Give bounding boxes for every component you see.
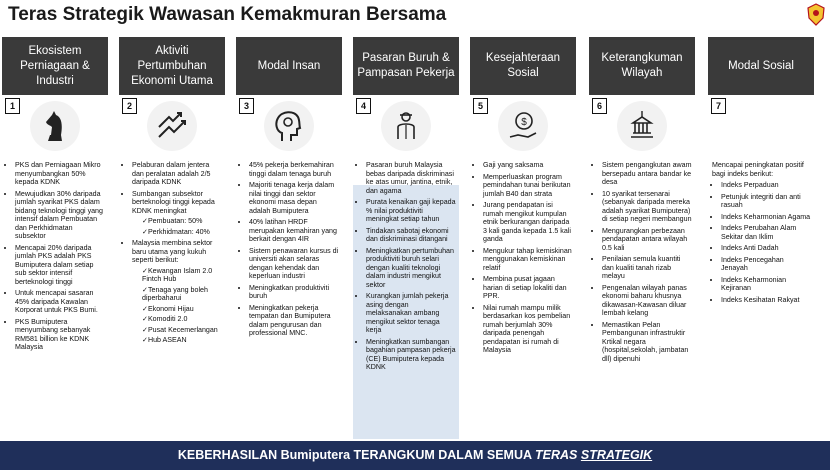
bullet-item [602, 321, 692, 364]
bullet-item [602, 161, 692, 187]
pillar-number: 4 [356, 98, 371, 114]
pillar-body [6, 161, 105, 355]
footer-teras: TERAS [535, 448, 578, 462]
bullet-item [483, 275, 573, 301]
bullet-text: Petunjuk integriti dan anti rasuah [721, 192, 801, 209]
bullet-item [249, 247, 339, 281]
bullet-list [593, 161, 692, 363]
sub-item: ✓ Kewangan Islam 2.0 Fintch Hub [142, 267, 222, 284]
bullet-item [483, 304, 573, 355]
bullet-item [366, 198, 456, 224]
pillar-heading: Kesejahteraan Sosial [470, 37, 576, 95]
bullet-item [366, 161, 456, 195]
bullet-text: Indeks Keharmonian Kejiranan [721, 275, 787, 292]
worker-icon [381, 101, 431, 151]
pillar-body [123, 161, 222, 348]
pillar-body [712, 161, 811, 307]
pillar-body [240, 161, 339, 341]
bullet-text: Indeks Kesihatan Rakyat [721, 295, 800, 304]
bullet-text: Meningkatkan pekerja tempatan dan Bumiputera dalam pengurusan dan professional MNC. [249, 303, 331, 337]
growth-arrows-icon [147, 101, 197, 151]
pillar-heading: Pasaran Buruh & Pampasan Pekerja [353, 37, 459, 95]
bullet-text: Mengurangkan perbezaan pendapatan antara wilayah 0.5 kali [602, 226, 688, 252]
bullet-item [721, 181, 811, 190]
bullet-item [249, 181, 339, 215]
bullet-item [366, 247, 456, 290]
sub-item: ✓ Perkhidmatan: 40% [142, 228, 222, 237]
bullet-item [483, 201, 573, 244]
bullet-item [132, 161, 222, 187]
parliament-icon [617, 101, 667, 151]
sub-item: ✓ Hub ASEAN [142, 336, 222, 345]
bullet-text: Pengenalan wilayah panas ekonomi baharu khusnya dikawasan-Kawasan diluar lembah kelang [602, 283, 687, 317]
bullet-text: PKS Bumiputera menyumbang sebanyak RM581 billion ke KDNK Malaysia [15, 317, 91, 351]
sub-list [132, 217, 222, 236]
bullet-list [712, 181, 811, 304]
bullet-item [249, 284, 339, 301]
bullet-item [132, 190, 222, 237]
bullet-text: Pelaburan dalam jentera dan peralatan adalah 2/5 daripada KDNK [132, 161, 211, 186]
bullet-item [15, 190, 105, 241]
pillar-column-5 [470, 37, 576, 439]
page-title: Teras Strategik Wawasan Kemakmuran Bersama [8, 4, 447, 25]
pillar-column-7 [708, 37, 814, 439]
bullet-item [366, 227, 456, 244]
bullet-text: Indeks Pencegahan Jenayah [721, 255, 784, 272]
bullet-text: Purata kenaikan gaji kepada % nilai produktiviti meningkat setiap tahun [366, 198, 456, 223]
bullet-item [15, 161, 105, 187]
bullet-text: Tindakan sabotaj ekonomi dan diskriminasi ditangani [366, 226, 449, 243]
bullet-text: Mencapai 20% daripada jumlah PKS adalah PKS Bumiputera dalam setiap sub sektor intensif berteknologi tinggi [15, 243, 94, 286]
footer-strategik: STRATEGIK [580, 448, 653, 462]
bullet-item [249, 304, 339, 338]
bullet-item [721, 193, 811, 210]
footer-text: KEBERHASILAN Bumiputera TERANGKUM DALAM SEMUA [177, 448, 536, 462]
bullet-item [483, 247, 573, 273]
bullet-text: 40% latihan HRDF merupakan kemahiran yang berkait dengan 4IR [249, 218, 337, 243]
sub-item: ✓ Pembuatan: 50% [142, 217, 222, 226]
bullet-item [249, 218, 339, 244]
bullet-text: Untuk mencapai sasaran 45% daripada Kawalan Korporat untuk PKS Bumi. [15, 289, 98, 314]
svg-text:$: $ [521, 117, 527, 128]
bullet-text: Meningkatkan produktiviti buruh [249, 283, 330, 300]
bullet-list [357, 161, 456, 372]
money-hand-icon [498, 101, 548, 151]
bullet-text: Memperluaskan program pemindahan tunai berikutan jumlah B40 dan strata [483, 172, 571, 198]
bullet-text: Pasaran buruh Malaysia bebas daripada diskriminasi ke atas umur, jantina, etnik, dan agama [366, 161, 454, 195]
pillar-heading: Aktiviti Pertumbuhan Ekonomi Utama [119, 37, 225, 95]
bullet-text: Jurang pendapatan isi rumah mengikut kumpulan etnik berkurangan daripada 3 kali ganda kepada 1.5 kali ganda [483, 201, 571, 243]
bullet-item [15, 318, 105, 352]
bullet-text: Indeks Perpaduan [721, 181, 779, 189]
pillar-number: 7 [711, 98, 726, 114]
bullet-item [366, 292, 456, 335]
bullet-text: Gaji yang saksama [483, 161, 544, 169]
pillar-heading: Keterangkuman Wilayah [589, 37, 695, 95]
sub-item: ✓ Komoditi 2.0 [142, 315, 222, 324]
bullet-item [602, 255, 692, 281]
pillar-number: 5 [473, 98, 488, 114]
pillar-column-1 [2, 37, 108, 439]
pillar-number: 1 [5, 98, 20, 114]
bullet-item [721, 296, 811, 305]
bullet-text: Nilai rumah mampu milik berdasarkan kos pembelian rumah berjumlah 30% daripada penengah pendapatan isi rumah di Malaysia [483, 303, 571, 354]
pillar-heading: Ekosistem Perniagaan & Industri [2, 37, 108, 95]
pillar-column-3 [236, 37, 342, 439]
bullet-text: Kurangkan jumlah pekerja asing dengan melaksanakan ambang mengikut sektor tenaga kerja [366, 292, 449, 334]
head-gear-icon [264, 101, 314, 151]
pillar-intro: Mencapai peningkatan positif bagi indeks berikut: [712, 161, 804, 178]
bullet-text: Indeks Perubahan Alam Sekitar dan Iklim [721, 224, 797, 241]
bullet-text: Mewujudkan 30% daripada jumlah syarikat PKS dalam bidang teknologi tinggi yang intensif dalam Pembuatan dan Perkhidmatan subsektor [15, 189, 103, 240]
bullet-item [721, 276, 811, 293]
pillar-column-2 [119, 37, 225, 439]
bullet-list [474, 161, 573, 355]
bullet-item [602, 284, 692, 318]
bullet-text: Mengukur tahap kemiskinan menggunakan kemiskinan relatif [483, 246, 572, 272]
bullet-item [15, 244, 105, 287]
bullet-text: Meningkatkan pertumbuhan produktiviti buruh selari dengan kualiti teknologi dalam industri mengikut sektor [366, 246, 454, 289]
bullet-text: 10 syarikat tersenarai (sebanyak daripada mereka adalah syarikat Bumiputera) di setiap negeri membangun [602, 189, 692, 223]
sub-list [132, 267, 222, 345]
bullet-text: Meningkatkan sumbangan bagahian pampasan pekerja (CE) Bumiputera kepada KDNK [366, 337, 456, 371]
bullet-text: Sistem pengangkutan awam bersepadu antara bandar ke desa [602, 161, 692, 186]
crest-logo [804, 2, 828, 28]
pillar-body [474, 161, 573, 358]
sub-item: ✓ Pusat Kecemerlangan [142, 326, 222, 335]
bullet-item [366, 338, 456, 372]
sub-item: ✓ Ekonomi Hijau [142, 305, 222, 314]
bullet-text: Penilaian semula kuantiti dan kualiti tanah rizab melayu [602, 255, 681, 280]
pillar-column-6 [589, 37, 695, 439]
pillar-number: 6 [592, 98, 607, 114]
bullet-text: Sumbangan subsektor berteknologi tinggi kepada KDNK meningkat [132, 189, 215, 215]
pillar-heading: Modal Insan [236, 37, 342, 95]
pillar-number: 3 [239, 98, 254, 114]
bullet-text: Memastikan Pelan Pembangunan infrastruktir Krtikal negara (hospital,sekolah, jambatan dll) dipenuhi [602, 320, 689, 363]
pillar-number: 2 [122, 98, 137, 114]
bullet-item [602, 190, 692, 224]
bullet-item [483, 173, 573, 199]
bullet-text: Indeks Keharmonian Agama [721, 212, 811, 221]
chess-knight-icon [30, 101, 80, 151]
bullet-item [721, 213, 811, 222]
bullet-text: Majoriti tenaga kerja dalam nilai tinggi dan sektor ekonomi masa depan adalah Bumiputera [249, 181, 335, 215]
bullet-list [240, 161, 339, 338]
bullet-item [721, 256, 811, 273]
bullet-item [15, 289, 105, 315]
bullet-item [132, 239, 222, 345]
bullet-item [483, 161, 573, 170]
bullet-item [602, 227, 692, 253]
bullet-text: PKS dan Perniagaan Mikro menyumbangkan 50% kepada KDNK [15, 161, 101, 186]
pillar-body [357, 161, 456, 375]
bullet-item [249, 161, 339, 178]
pillar-body [593, 161, 692, 366]
bullet-text: Malaysia membina sektor baru utama yang kukuh seperti berikut: [132, 239, 213, 264]
bullet-list [123, 161, 222, 345]
bullet-list [6, 161, 105, 352]
pillar-column-4 [353, 37, 459, 439]
bullet-text: Sistem penawaran kursus di universiti akan selaras dengan kehendak dan keperluan industri [249, 246, 339, 280]
pillar-heading: Modal Sosial [708, 37, 814, 95]
bullet-text: Indeks Anti Dadah [721, 244, 779, 252]
sub-item: ✓ Tenaga yang boleh diperbaharui [142, 286, 222, 303]
bullet-item [721, 224, 811, 241]
footer-banner [0, 441, 830, 470]
bullet-text: Membina pusat jagaan harian di setiap lokaliti dan PPR. [483, 275, 567, 300]
bullet-text: 45% pekerja berkemahiran tinggi dalam tenaga buruh [249, 161, 334, 178]
bullet-item [721, 244, 811, 253]
